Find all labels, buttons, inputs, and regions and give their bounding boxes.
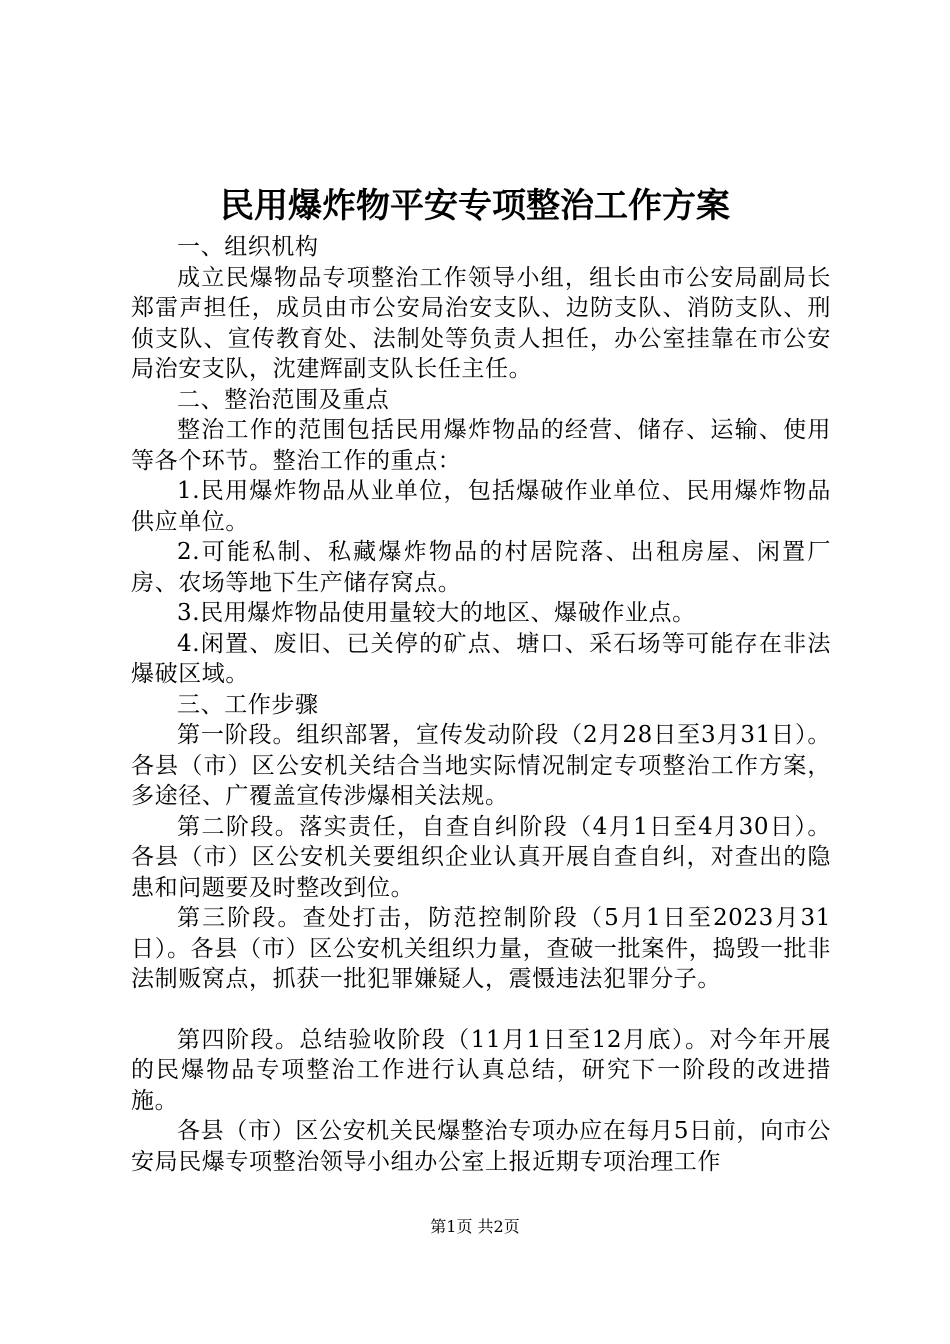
paragraph-stage-1: 第一阶段。组织部署，宣传发动阶段（2月28日至3月31日）。各县（市）区公安机关结合当地实际情况制定专项整治工作方案，多途径、广覆盖宣传涉爆相关法规。	[131, 722, 831, 809]
paragraph-stage-4: 第四阶段。总结验收阶段（11月1日至12月底）。对今年开展的民爆物品专项整治工作进行认真总结，研究下一阶段的改进措施。	[131, 1026, 831, 1114]
paragraph-stage-2: 第二阶段。落实责任，自查自纠阶段（4月1日至4月30日）。各县（市）区公安机关要组织企业认真开展自查自纠，对查出的隐患和问题要及时整改到位。	[131, 813, 831, 901]
section-heading-organization: 一、组织机构	[177, 234, 319, 260]
paragraph-scope: 整治工作的范围包括民用爆炸物品的经营、储存、运输、使用等各个环节。整治工作的重点：	[131, 417, 831, 474]
document-body	[131, 232, 831, 1177]
paragraph-stage-3: 第三阶段。查处打击，防范控制阶段（5月1日至2023月31日）。各县（市）区公安机关组织力量，查破一批案件，捣毁一批非法制贩窝点，抓获一批犯罪嫌疑人，震慑违法犯罪分子。	[131, 905, 831, 992]
document-title: 民用爆炸物平安专项整治工作方案	[220, 186, 730, 226]
section-heading-scope: 二、整治范围及重点	[177, 386, 390, 413]
paragraph-organization: 成立民爆物品专项整治工作领导小组，组长由市公安局副局长郑雷声担任，成员由市公安局治安支队、边防支队、消防支队、刑侦支队、宣传教育处、法制处等负责人担任，办公室挂靠在市公安局治安支队，沈建辉副支队长任主任。	[131, 264, 831, 382]
list-item-focus-3: 3.民用爆炸物品使用量较大的地区、爆破作业点。	[177, 600, 696, 626]
section-heading-steps: 三、工作步骤	[177, 691, 319, 718]
list-item-focus-1: 1.民用爆炸物品从业单位，包括爆破作业单位、民用爆炸物品供应单位。	[131, 478, 831, 535]
paragraph-reporting: 各县（市）区公安机关民爆整治专项办应在每月5日前，向市公安局民爆专项整治领导小组办公室上报近期专项治理工作	[131, 1118, 831, 1175]
page-footer: 第1页 共2页	[430, 1217, 520, 1236]
list-item-focus-4: 4.闲置、废旧、已关停的矿点、塘口、采石场等可能存在非法爆破区域。	[131, 630, 831, 687]
list-item-focus-2: 2.可能私制、私藏爆炸物品的村居院落、出租房屋、闲置厂房、农场等地下生产储存窝点。	[131, 539, 831, 596]
